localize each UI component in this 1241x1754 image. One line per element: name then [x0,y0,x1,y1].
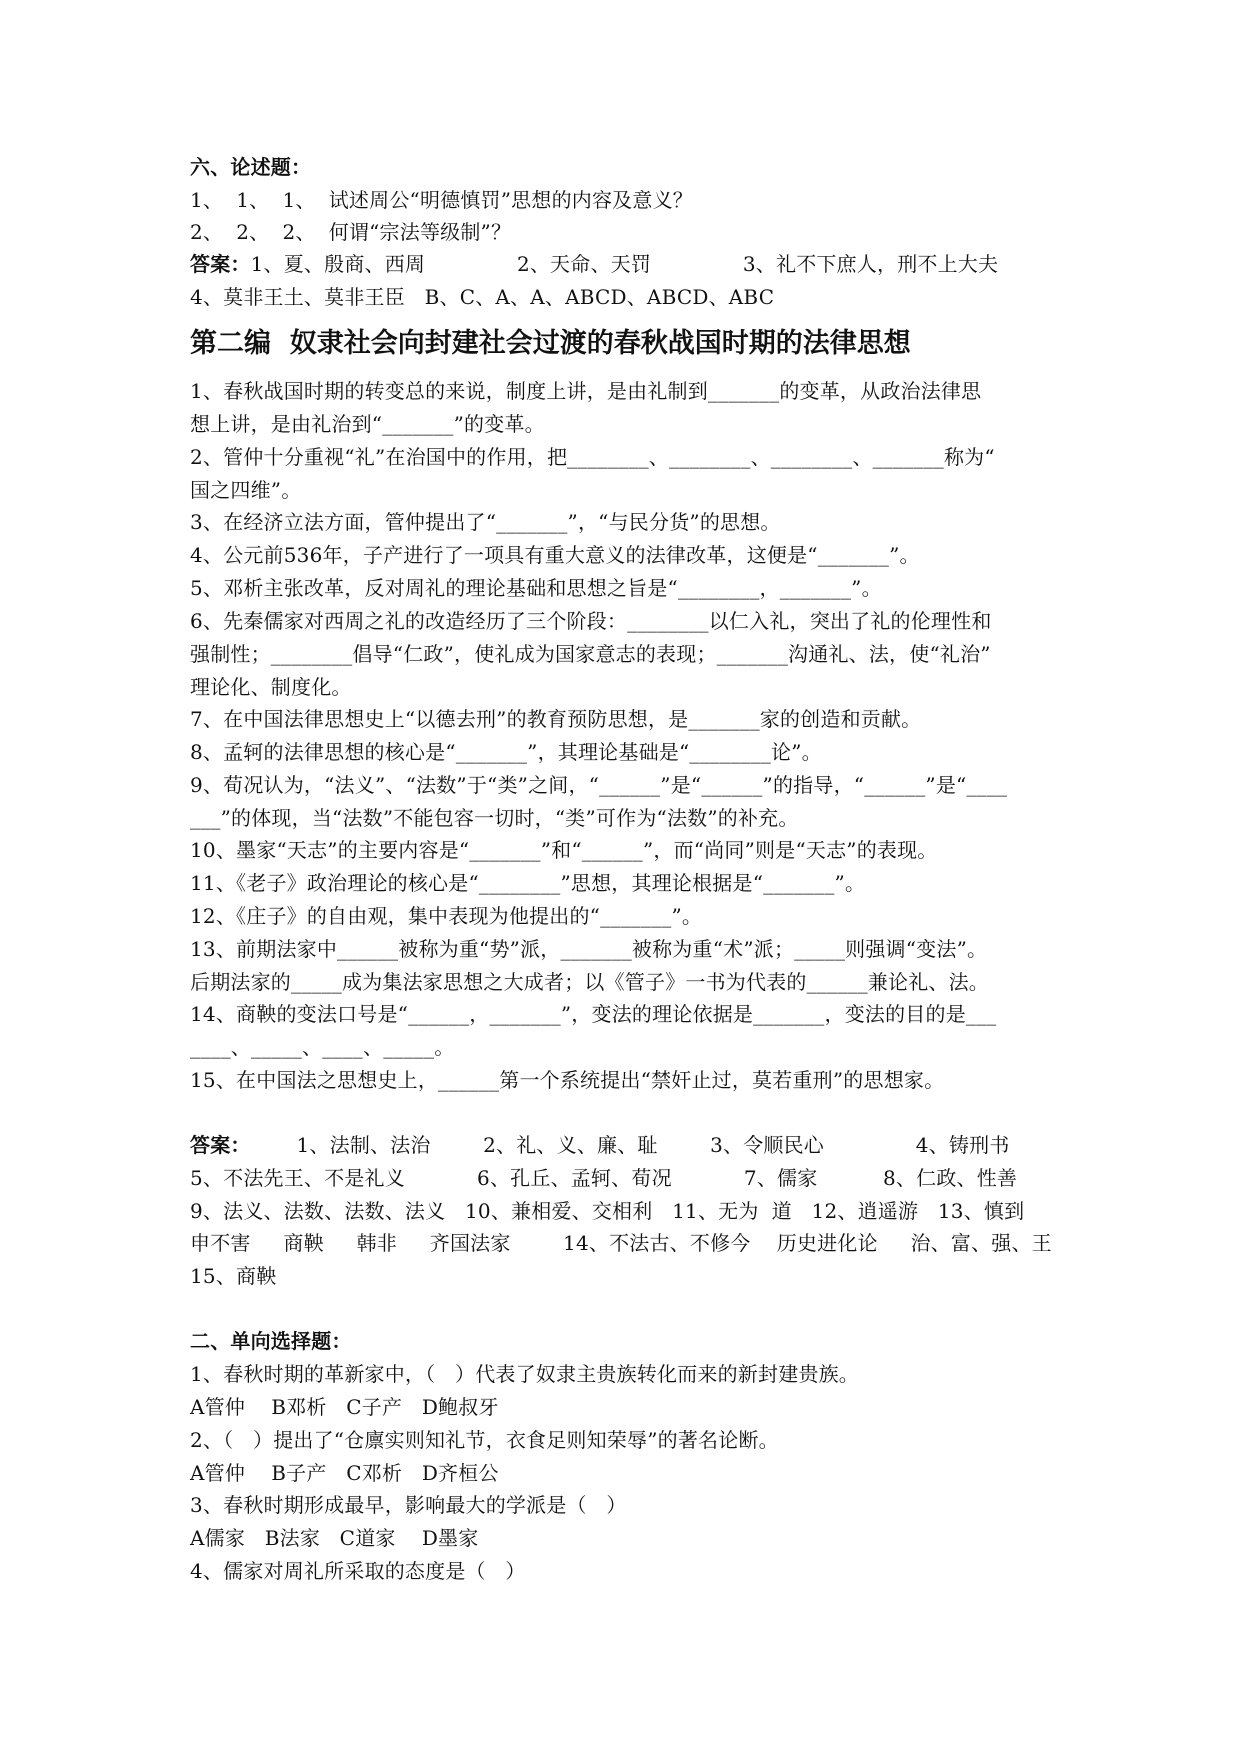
part2-line: 11、《老子》政治理论的核心是“________”思想，其理论根据是“_______”。 [190,871,866,895]
answers2-line1-text: 1、法制、法治 2、礼、义、廉、耻 3、令顺民心 4、铸刑书 [250,1133,1010,1157]
choice-line: 2、（ ）提出了“仓廪实则知礼节，衣食足则知荣辱”的著名论断。 [190,1428,779,1452]
part2-line: 6、先秦儒家对西周之礼的改造经历了三个阶段：________以仁入礼，突出了礼的伦理性和 [190,609,992,633]
essay-question-1: 1、 1、 1、 试述周公“明德慎罚”思想的内容及意义？ [190,188,693,212]
answers1-line1 [190,251,1090,277]
part2-line: ____、_____、____、_____。 [190,1035,455,1059]
part2-line: 1、春秋战国时期的转变总的来说，制度上讲，是由礼制到_______的变革，从政治法律思 [190,379,982,403]
part2-line: 强制性；________倡导“仁政”，使礼成为国家意志的表现；_______沟通礼、法，使“礼治” [190,642,991,666]
answers2-label: 答案： [190,1133,251,1157]
part2-line: 国之四维”。 [190,478,302,502]
part2-line: 12、《庄子》的自由观，集中表现为他提出的“_______”。 [190,904,703,928]
choice-line: A管仲 B子产 C邓析 D齐桓公 [190,1461,499,1485]
answers1-line1-text: 1、夏、殷商、西周 2、天命、天罚 3、礼不下庶人，刑不上大夫 [250,252,999,276]
part2-line: 13、前期法家中______被称为重“势”派，_______被称为重“术”派；_____则强调“变法”。 [190,937,988,961]
part2-line: 14、商鞅的变法口号是“______，_______”，变法的理论依据是_______，变法的目的是___ [190,1002,997,1026]
answers2-line1 [190,1132,1090,1158]
choice-line: 3、春秋时期形成最早，影响最大的学派是（ ） [190,1493,627,1517]
part2-line: 10、墨家“天志”的主要内容是“_______”和“______”，而“尚同”则是“天志”的表现。 [190,838,938,862]
part2-title: 第二编 奴隶社会向封建社会过渡的春秋战国时期的法律思想 [190,328,911,359]
section6-heading: 六、论述题： [190,155,312,179]
part2-line: 3、在经济立法方面，管仲提出了“_______”，“与民分货”的思想。 [190,510,781,534]
part2-line: 7、在中国法律思想史上“以德去刑”的教育预防思想，是_______家的创造和贡献。 [190,707,922,731]
essay-question-2: 2、 2、 2、 何谓“宗法等级制”？ [190,220,512,244]
answers2-line4: 申不害 商鞅 韩非 齐国法家 14、不法古、不修今 历史进化论 治、富、强、王 [190,1231,1052,1255]
choice-line: 4、儒家对周礼所采取的态度是（ ） [190,1559,526,1583]
part2-line: 15、在中国法之思想史上，______第一个系统提出“禁奸止过，莫若重刑”的思想家。 [190,1068,945,1092]
answers1-label: 答案： [190,252,251,276]
answers2-line2: 5、不法先王、不是礼义 6、孔丘、孟轲、荀况 7、儒家 8、仁政、性善 [190,1166,1018,1190]
part2-line: 理论化、制度化。 [190,675,352,699]
answers1-line2: 4、莫非王土、莫非王臣 B、C、A、A、ABCD、ABCD、ABC [190,285,775,309]
answers2-line5: 15、商鞅 [190,1264,277,1288]
part2-line: 5、邓析主张改革，反对周礼的理论基础和思想之旨是“________，_______”。 [190,576,882,600]
answers2-line3: 9、法义、法数、法数、法义 10、兼相爱、交相利 11、无为 道 12、逍遥游 13、慎到 [190,1199,1025,1223]
section2-heading: 二、单向选择题： [190,1329,352,1353]
part2-line: 9、荀况认为，“法义”、“法数”于“类”之间，“______”是“______”的指导，“______”是“____ [190,773,1008,797]
part2-line: 后期法家的_____成为集法家思想之大成者；以《管子》一书为代表的______兼论礼、法。 [190,970,989,994]
part2-line: 4、公元前536年，子产进行了一项具有重大意义的法律改革，这便是“_______”。 [190,543,920,567]
choice-line: A儒家 B法家 C道家 D墨家 [190,1526,479,1550]
part2-line: 2、管仲十分重视“礼”在治国中的作用，把________、________、________、_______称为“ [190,445,995,469]
part2-line: ___”的体现，当“法数”不能包容一切时，“类”可作为“法数”的补充。 [190,806,799,830]
choice-line: 1、春秋时期的革新家中，（ ）代表了奴隶主贵族转化而来的新封建贵族。 [190,1362,859,1386]
part2-line: 8、孟轲的法律思想的核心是“_______”，其理论基础是“________论”。 [190,740,822,764]
part2-line: 想上讲，是由礼治到“_______”的变革。 [190,412,545,436]
choice-line: A管仲 B邓析 C子产 D鲍叔牙 [190,1395,499,1419]
